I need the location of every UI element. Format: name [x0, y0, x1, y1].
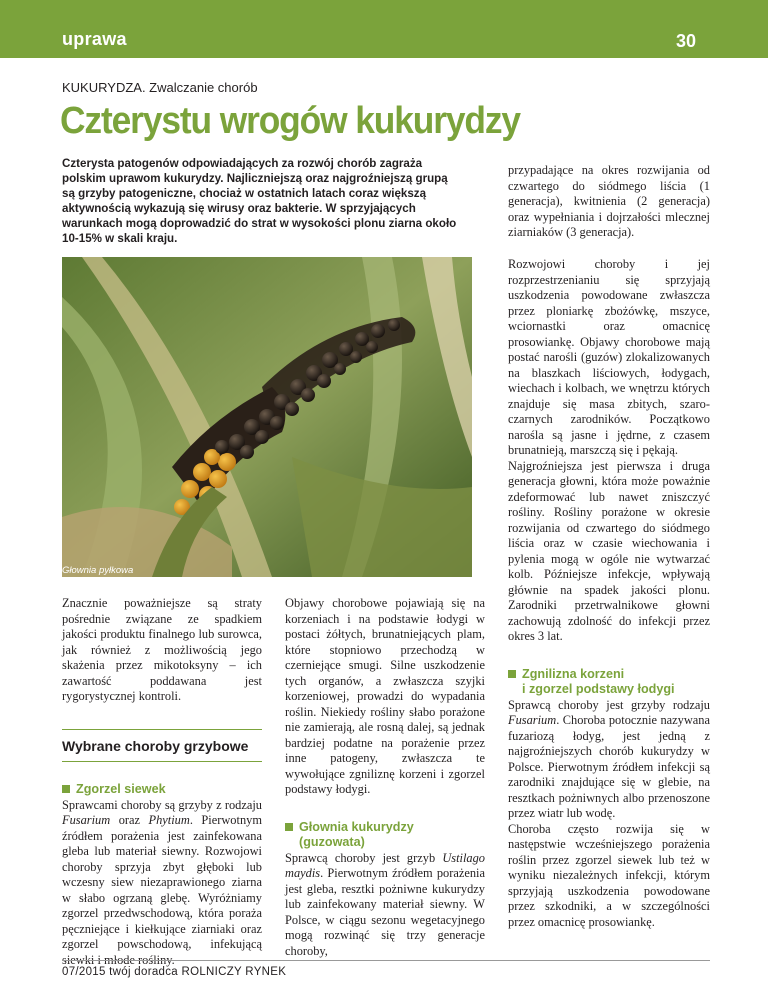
- column-3: [508, 257, 710, 930]
- paragraph-generations: przypadające na okres rozwijania od czwartego do siódmego liścia (1 generacja), kwitnienia (2 generacja) oraz wypełniania i dojrzałości mlecznej ziarniaków (3 generacja).: [508, 163, 710, 239]
- paragraph-symptoms: Objawy chorobowe pojawiają się na korzeniach i na podstawie łodygi w postaci żółtych, brunatniejących plam, które stopniowo przechodzą w czerniejące smugi. Silne uszkodzenie tych organów, a zwłaszcza szyjki korzeniowej, prowadzi do wypadania roślin. Niekiedy rośliny słabo porażone nie zamierają, ale rosną dalej, są jednak bardziej podatne na porażenie przez inne patogeny, zwłaszcza te wywołujące zgniliznę korzeni i zgorzel podstawy łodygi.: [285, 596, 485, 796]
- intro-paragraph: Znacznie poważniejsze są straty pośrednie związane ze spadkiem jakości produktu finalnego lub surowca, jak również z możliwością jego skażenia przez mikotoksyny – ich zawartość poddawana jest rygorystycznej kontroli.: [62, 596, 262, 703]
- column-1: [62, 596, 262, 968]
- square-bullet-icon: [285, 823, 293, 831]
- paragraph-corn-smut: Sprawcą choroby jest grzyb Ustilago maydis. Pierwotnym źródłem porażenia jest gleba, resztki pożniwne kukurydzy lub zainfekowany materiał siewny. W Polsce, w ciągu sezonu wegetacyjnego mogą rozwinąć się trzy generacje choroby,: [285, 850, 485, 958]
- article-lead: Czterysta patogenów odpowiadających za rozwój chorób zagraża polskim uprawom kukurydzy. Najliczniejszą oraz najgroźniejszą grupą są grzyby patogeniczne, chociaż w ostatnich latach coraz większą aktywnością wykazują się wirusy oraz bakterie. W sprzyjających warunkach mogą doprowadzić do strat w wysokości plonu ziarna około 10-15% w skali kraju.: [62, 157, 457, 245]
- paragraph-development: Rozwojowi choroby i jej rozprzestrzenianiu się sprzyjają uszkodzenia powodowane zwłaszcza przez ploniarkę zbożówkę, mszyce, wciornastki oraz omacnicę prosowiankę. Objawy chorobowe mają postać narośli (guzów) zlokalizowanych na blaszkach liściowych, łodygach, wiechach i kolbach, we wnętrzu których znajduje się masa zbitych, szaro-czarnych zarodników. Początkowo narośla są jasne i jędrne, z czasem brunatnieją, marszczą się i pękają.: [508, 257, 710, 457]
- paragraph-generations-danger: Najgroźniejsza jest pierwsza i druga generacja głowni, która może poważnie zdeformować lub nawet zniszczyć rośliny. Rośliny porażone w okresie rozwijania od czwartego do siódmego liścia oraz w czasie wiechowania i pylenia mogą w ogóle nie wytwarzać kolb. Późniejsze infekcje, wpływają głównie na spadek jakości plonu. Zarodniki przetrwalnikowe głowni zachowują zdolność do infekcji przez okres 3 lat.: [508, 458, 710, 643]
- paragraph-seedling-blight: Sprawcami choroby są grzyby z rodzaju Fusarium oraz Phytium. Pierwotnym źródłem porażenia jest zainfekowana gleba lub materiał siewny. Rozwojowi choroby sprzyja zbyt głęboki lub wczesny siew niezaprawionego ziarna w słabo ogrzaną glebę. Wyróżniamy zgorzel przedwschodową, która poraża pęczniejące i kiełkujące ziarniaki oraz zgorzel powschodową, infekującą siewki i młode rośliny.: [62, 797, 262, 967]
- paragraph-root-rot: Sprawcą choroby jest grzyby rodzaju Fusarium. Choroba potocznie nazywana fuzariozą łodyg, jest jedną z najgroźniejszych chorób kukurydzy w Polsce. Pierwotnym źródłem infekcji są zarodniki znajdujące się w glebie, na resztkach pożniwnych albo przenoszone przez wiatr lub wodę.: [508, 697, 710, 820]
- subheading-root-rot: Zgnilizna korzeni i zgorzel podstawy łodygi: [508, 667, 710, 697]
- subheading-seedling-blight: Zgorzel siewek: [62, 782, 262, 797]
- paragraph-root-rot-2: Choroba często rozwija się w następstwie wcześniejszego porażenia roślin przez zgorzel siewek lub też w wyniku niezależnych infekcji, którym sprzyjają uszkodzenia powodowane przez szkodniki, a w szczególności przez omacnicę prosowiankę.: [508, 821, 710, 929]
- article-kicker: KUKURYDZA. Zwalczanie chorób: [62, 80, 258, 95]
- section-name: uprawa: [62, 29, 127, 49]
- page-footer: 07/2015 twój doradca ROLNICZY RYNEK: [62, 966, 287, 978]
- corn-smut-photo-illustration: [62, 257, 472, 577]
- column-3-top: [508, 163, 710, 241]
- article-title: Czterystu wrogów kukurydzy: [60, 100, 520, 142]
- article-photo: [62, 257, 472, 577]
- subheading-corn-smut: Głownia kukurydzy (guzowata): [285, 820, 485, 850]
- box-heading: Wybrane choroby grzybowe: [62, 729, 262, 762]
- page-number: 30: [675, 31, 696, 51]
- column-2: [285, 596, 485, 959]
- footer-rule: [62, 960, 710, 961]
- square-bullet-icon: [508, 670, 516, 678]
- section-header-bar: [0, 0, 768, 58]
- photo-caption: Głownia pyłkowa: [62, 565, 134, 576]
- square-bullet-icon: [62, 785, 70, 793]
